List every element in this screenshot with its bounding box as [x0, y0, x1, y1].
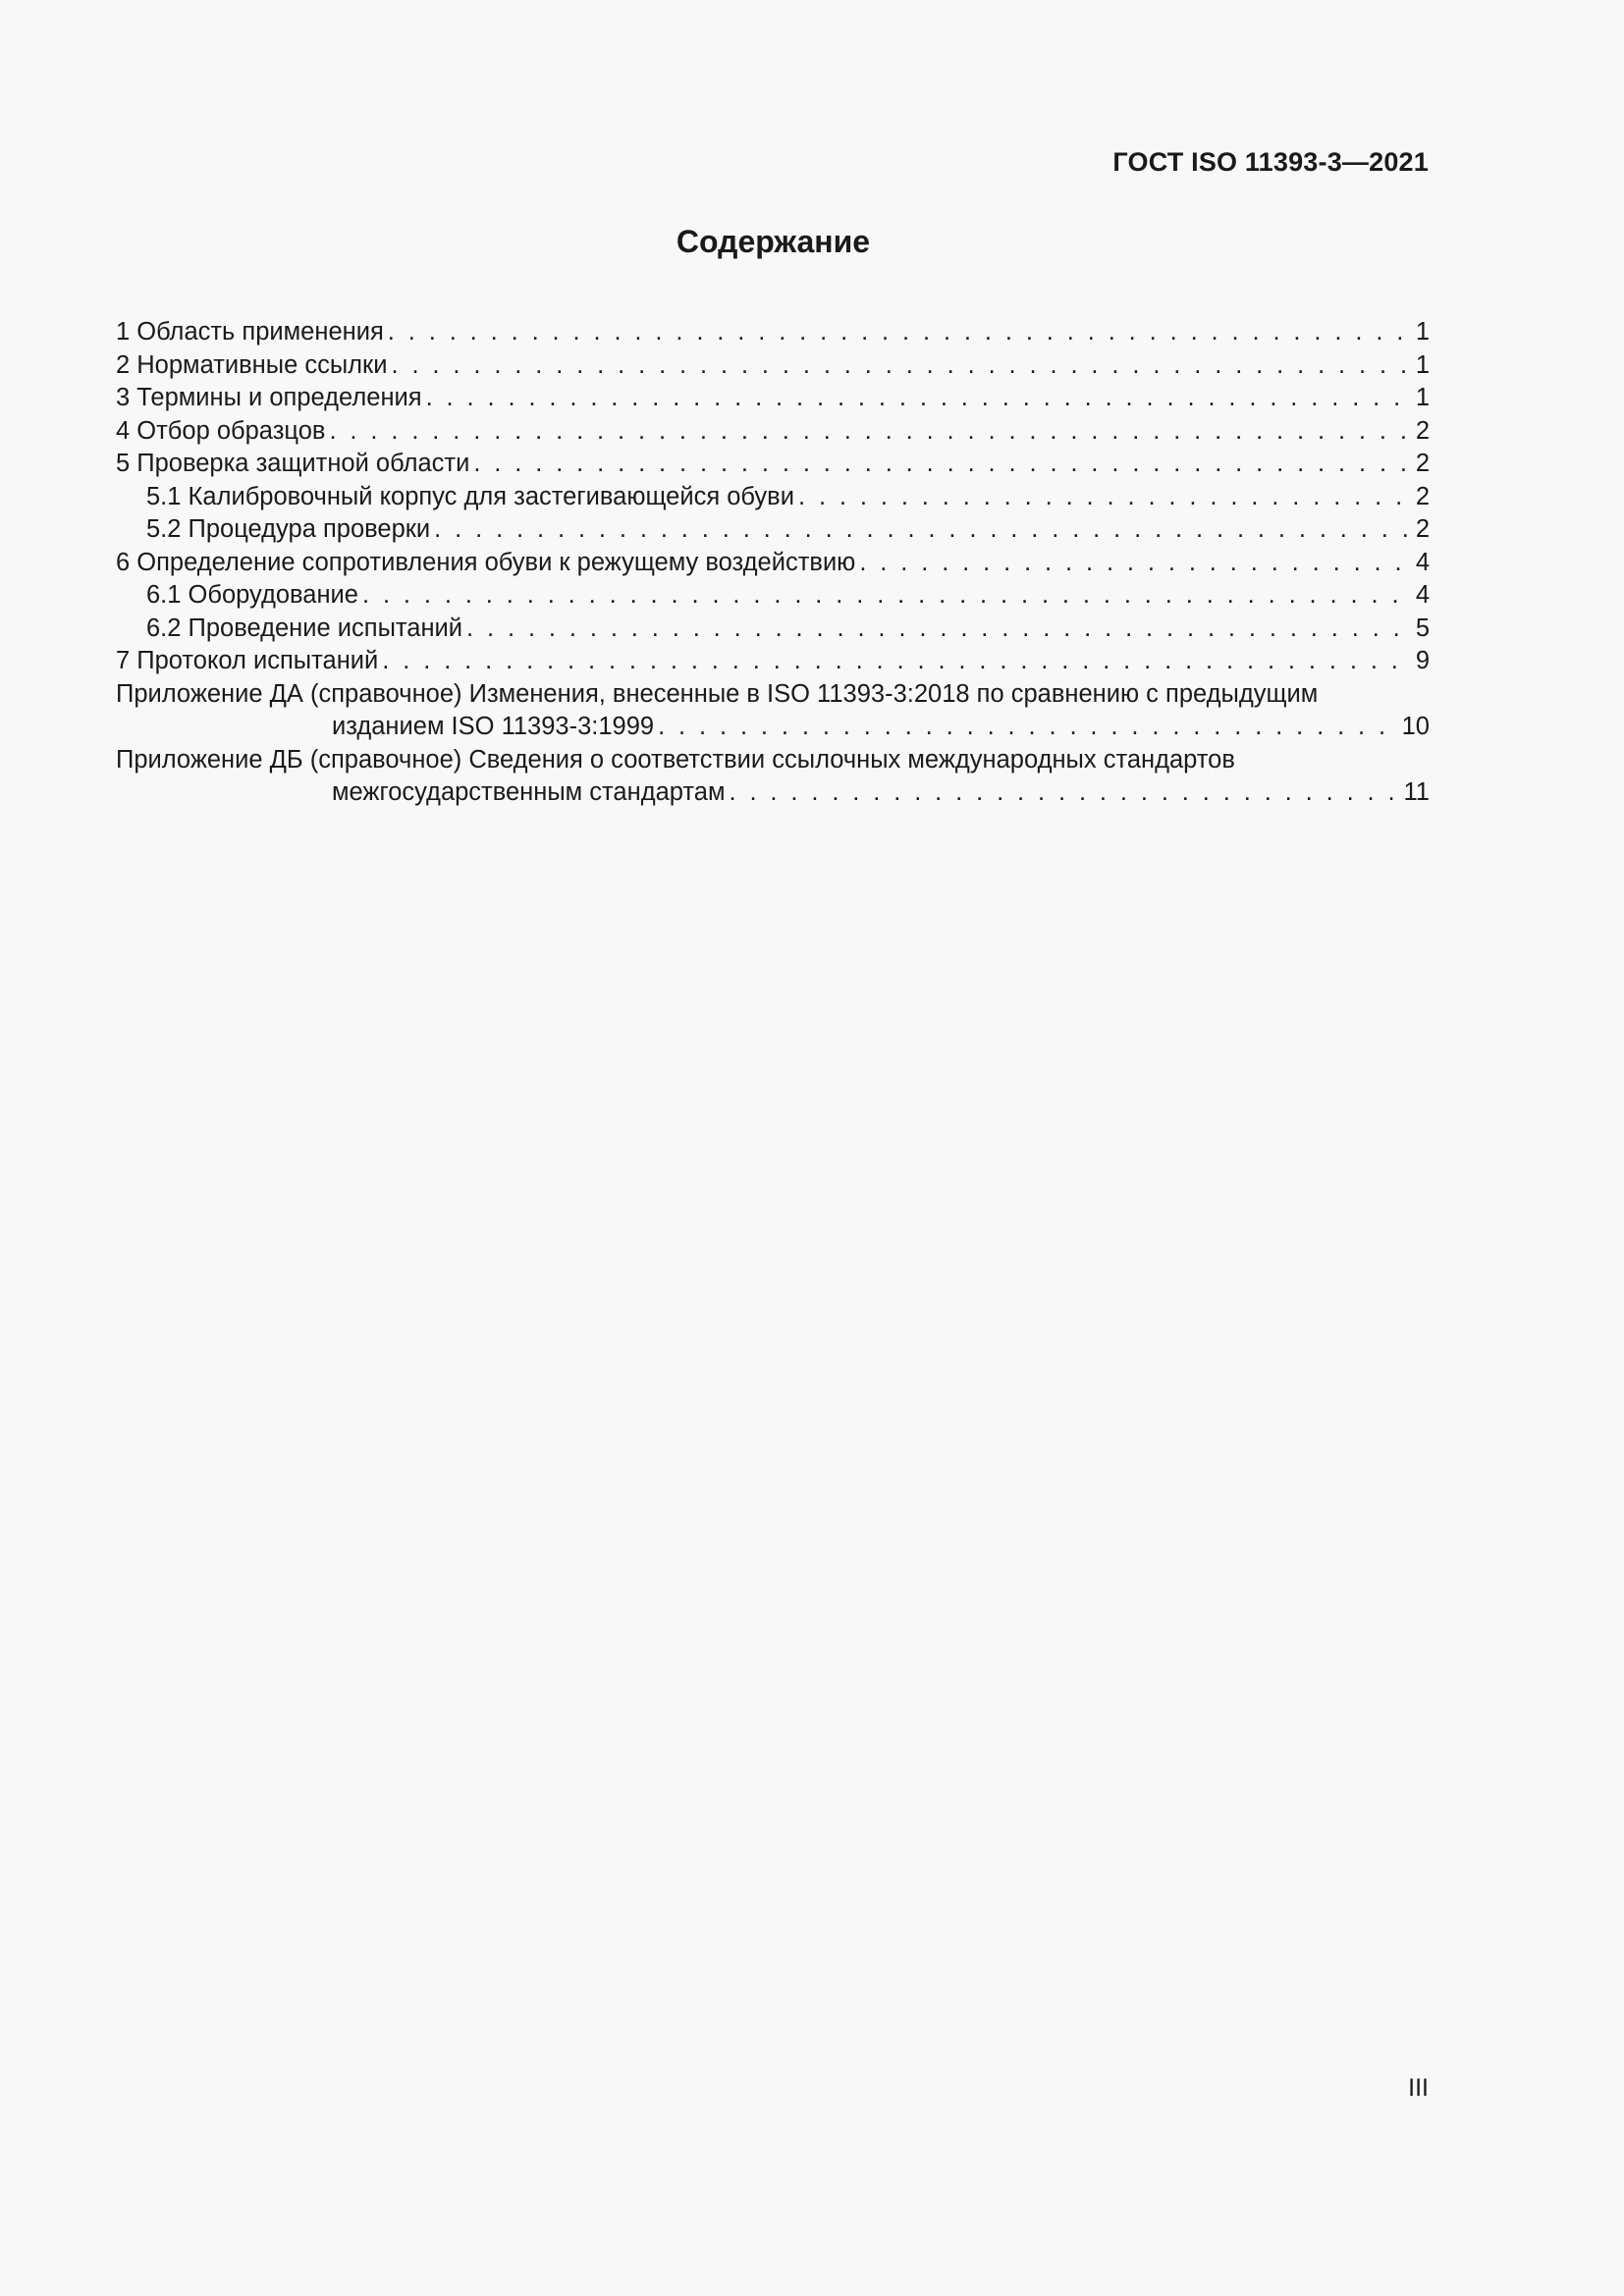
toc-entry[interactable]	[116, 318, 1430, 351]
toc-entry-title: межгосударственным стандартам	[332, 778, 726, 806]
toc-entry[interactable]	[116, 647, 1430, 680]
toc-leader-dots	[391, 351, 1413, 380]
toc-entry-page: 2	[1415, 515, 1430, 543]
toc-entry[interactable]	[116, 384, 1430, 417]
toc-entry-page: 2	[1415, 482, 1430, 510]
toc-entry-page: 11	[1403, 778, 1430, 806]
toc-entry-page: 2	[1415, 416, 1430, 445]
toc-entry-title: 1 Область применения	[116, 318, 384, 346]
toc-appendix-entry[interactable]	[116, 746, 1430, 779]
toc-entry-title: 3 Термины и определения	[116, 384, 422, 411]
toc-leader-dots	[859, 549, 1414, 577]
toc-entry-title: 5.2 Процедура проверки	[146, 515, 431, 543]
toc-leader-dots	[434, 515, 1414, 544]
toc-leader-dots	[426, 384, 1414, 412]
toc-entry-title: 6.2 Проведение испытаний	[146, 614, 463, 642]
toc-leader-dots	[798, 483, 1414, 511]
document-code: ГОСТ ISO 11393-3—2021	[1112, 147, 1429, 177]
toc-leader-dots	[382, 647, 1414, 675]
toc-entry-page: 4	[1415, 581, 1430, 609]
toc-entry-title: Приложение ДБ (справочное) Сведения о соответствии ссылочных международных стандартов	[116, 745, 1235, 774]
toc-leader-dots	[466, 614, 1414, 643]
toc-entry-title: изданием ISO 11393-3:1999	[332, 713, 655, 740]
toc-leader-dots	[658, 713, 1400, 741]
toc-leader-dots	[362, 581, 1414, 610]
toc-entry-title: 6.1 Оборудование	[146, 581, 358, 609]
toc-entry-title: 6 Определение сопротивления обуви к режущему воздействию	[116, 548, 856, 576]
toc-entry-title: 7 Протокол испытаний	[116, 647, 379, 674]
toc-entry-title: 4 Отбор образцов	[116, 416, 326, 445]
toc-entry[interactable]	[116, 417, 1430, 451]
toc-leader-dots	[329, 417, 1413, 446]
table-of-contents	[116, 318, 1430, 812]
toc-appendix-continuation[interactable]	[116, 778, 1430, 812]
toc-appendix-entry[interactable]	[116, 680, 1430, 714]
toc-leader-dots	[729, 778, 1401, 807]
toc-heading: Содержание	[676, 224, 871, 259]
toc-subentry[interactable]	[116, 483, 1430, 516]
page-number: III	[1408, 2074, 1429, 2102]
toc-entry[interactable]	[116, 351, 1430, 385]
toc-entry-page: 9	[1415, 647, 1430, 674]
toc-entry-page: 1	[1415, 384, 1430, 411]
toc-entry-page: 1	[1415, 318, 1430, 346]
toc-entry[interactable]	[116, 549, 1430, 582]
toc-entry-page: 1	[1415, 350, 1430, 379]
toc-subentry[interactable]	[116, 614, 1430, 648]
toc-entry-page: 5	[1415, 614, 1430, 642]
toc-entry-title: 2 Нормативные ссылки	[116, 350, 388, 379]
toc-subentry[interactable]	[116, 581, 1430, 614]
toc-subentry[interactable]	[116, 515, 1430, 549]
toc-entry-page: 2	[1415, 450, 1430, 477]
toc-entry[interactable]	[116, 450, 1430, 483]
toc-entry-title: Приложение ДА (справочное) Изменения, внесенные в ISO 11393-3:2018 по сравнению с предыдущим	[116, 679, 1319, 708]
toc-entry-title: 5.1 Калибровочный корпус для застегивающейся обуви	[146, 482, 794, 510]
toc-entry-page: 10	[1401, 713, 1430, 740]
toc-leader-dots	[473, 450, 1414, 478]
toc-entry-page: 4	[1415, 548, 1430, 576]
toc-appendix-continuation[interactable]	[116, 713, 1430, 746]
toc-leader-dots	[388, 318, 1414, 347]
toc-entry-title: 5 Проверка защитной области	[116, 450, 470, 477]
